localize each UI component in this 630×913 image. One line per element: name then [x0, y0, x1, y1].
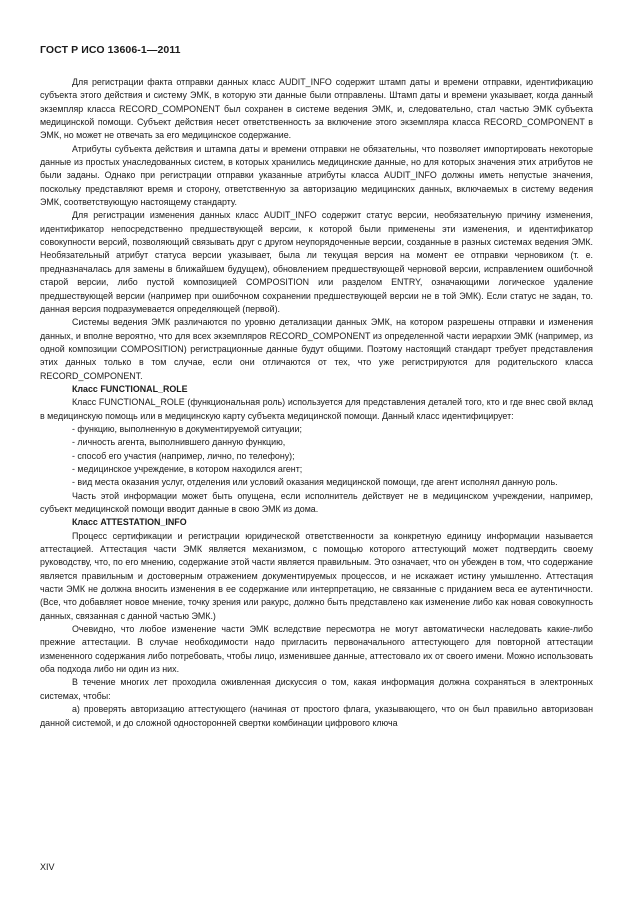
- list-item: - личность агента, выполнившего данную функцию,: [72, 437, 286, 448]
- list-item: - вид места оказания услуг, отделения или условий оказания медицинской помощи, где агент исполнял данную роль.: [72, 477, 558, 488]
- paragraph: Для регистрации факта отправки данных класс AUDIT_INFO содержит штамп даты и времени отправки, идентификацию субъекта этого действия и систему ЭМК, в которую эти данные были отправлены. Штамп даты и времени указывает, когда данный экземпляр класса RECORD_COMPONENT был сохранен в системе ведения ЭМК, и, следовательно, стал частью ЭМК субъекта медицинской помощи. Субъект действия несет ответственность за включение этого экземпляра класса RECORD_COMPONENT в ЭМК, но может не отвечать за его медицинское содержание.: [40, 77, 593, 141]
- list-item: - способ его участия (например, лично, по телефону);: [72, 450, 295, 461]
- page-number: XIV: [40, 862, 55, 872]
- paragraph: а) проверять авторизацию аттестующего (начиная от простого флага, указывающего, что он был правильно авторизован данной системой, и до сложной односторонней свертки комбинации цифрового ключа: [40, 704, 593, 728]
- document-body: [40, 76, 593, 730]
- list-item: - функцию, выполненную в документируемой ситуации;: [72, 423, 302, 434]
- list-item: - медицинское учреждение, в котором находился агент;: [72, 463, 303, 474]
- paragraph: Процесс сертификации и регистрации юридической ответственности за конкретную единицу информации называется аттестацией. Аттестация части ЭМК является механизмом, с помощью которого аттестующий может подтвердить своему руководству, что, по его мнению, содержание этой части является правильным. Это означает, что он убежден в том, что содержание является правильным и достоверным отражением документируемых процессов, и не искажает истину умышленно. Аттестация части ЭМК не должна вносить изменения в ее содержание или интерпретацию, не связанные с приданием веса ее аутентичности. (Все, что добавляет новое мнение, точку зрения или ракурс, должно быть представлено как изменение либо как новая совокупность данных, связанная с данной частью ЭМК.): [40, 530, 593, 621]
- paragraph: Атрибуты субъекта действия и штампа даты и времени отправки не обязательны, что позволяет импортировать некоторые данные из простых унаследованных систем, в которых хранились медицинские данные, но для которых значения этих атрибутов не были заданы. Однако при регистрации отправки указанные атрибуты класса AUDIT_INFO должны иметь непустые значения, поскольку представляют время и сторону, ответственную за авторизацию медицинских данных, включаемых в систему ведения ЭМК, соответствующую настоящему стандарту.: [40, 143, 593, 208]
- section-heading: Класс FUNCTIONAL_ROLE: [72, 383, 188, 394]
- paragraph: Для регистрации изменения данных класс AUDIT_INFO содержит статус версии, необязательную причину изменения, идентификатор непосредственно предшествующей версии, к которой были применены эти изменения, и идентификатор совокупности версий, позволяющий связывать друг с другом неупорядоченные версии, созданные в разных системах ведения ЭМК. Необязательный атрибут статуса версии указывает, была ли текущая версия на момент ее отправки черновиком (т. е. предназначалась для замены в ближайшем будущем), обновлением предшествующей черновой версии, исправлением ошибочной старой версии, либо пустой композицией COMPOSITION или разделом ENTRY, означающими логическое удаление предшествующей версии (например при ошибочном сохранении предшествующей версии не в той ЭМК). Если статус не задан, то. данная версия подразумевается определяющей (первой).: [40, 210, 593, 314]
- paragraph: В течение многих лет проходила оживленная дискуссия о том, какая информация должна сохраняться в электронных системах, чтобы:: [40, 677, 593, 701]
- paragraph: Системы ведения ЭМК различаются по уровню детализации данных ЭМК, на котором разрешены отправки и изменения данных, и вполне вероятно, что для всех экземпляров RECORD_COMPONENT из определенной части иерархии ЭМК (например, из одной композиции COMPOSITION) регистрационные данные будут общими. Поэтому настоящий стандарт требует представления этих данных только в том случае, если они отличаются от тех, что уже регистрируются для родительского класса RECORD_COMPONENT.: [40, 317, 593, 381]
- paragraph: Часть этой информации может быть опущена, если исполнитель действует не в медицинском учреждении, например, субъект медицинской помощи вводит данные в свою ЭМК из дома.: [40, 490, 593, 514]
- page-header: ГОСТ Р ИСО 13606-1—2011: [40, 44, 181, 56]
- paragraph: Класс FUNCTIONAL_ROLE (функциональная роль) используется для представления деталей того, кто и где внес свой вклад в медицинскую помощь или в медицинскую карту субъекта медицинской помощи. Данный класс идентифицирует:: [40, 397, 593, 421]
- paragraph: Очевидно, что любое изменение части ЭМК вследствие пересмотра не могут автоматически наследовать какие-либо прежние аттестации. В случае необходимости надо пригласить первоначального аттестующего для повторной аттестации измененного содержания либо потребовать, чтобы лицо, изменившее данные, аттестовало их от своего имени. Можно использовать оба подхода либо ни один из них.: [40, 624, 593, 675]
- section-heading: Класс ATTESTATION_INFO: [72, 517, 187, 528]
